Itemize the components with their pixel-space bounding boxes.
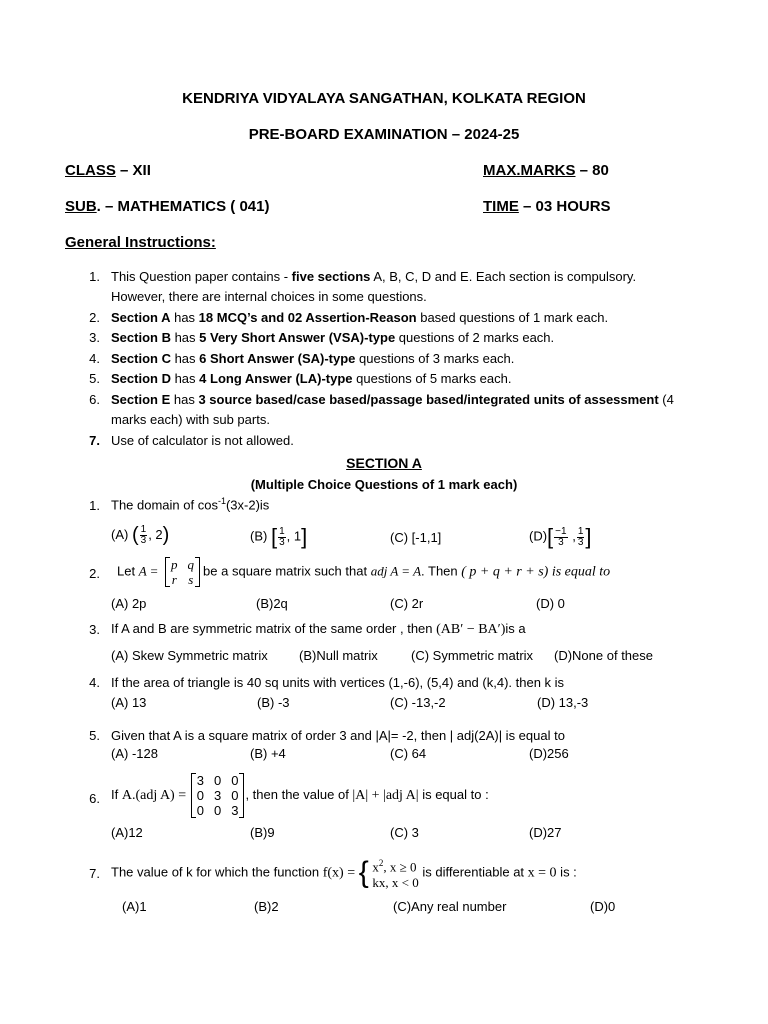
instruction-number: 6. [89, 392, 100, 407]
option-d[interactable]: (D)None of these [554, 648, 653, 663]
q2-post: . Then [421, 563, 462, 579]
option-c[interactable]: (C) [-1,1] [390, 530, 442, 545]
option-a[interactable]: (A)1 [122, 899, 147, 914]
time-label: TIME [483, 198, 519, 215]
question-6-text [111, 773, 489, 818]
option-a[interactable]: (A) -128 [111, 746, 158, 761]
instruction-text: 18 MCQ’s and 02 Assertion-Reason [198, 310, 417, 325]
section-title: SECTION A [346, 455, 422, 471]
option-b[interactable]: (B) +4 [250, 746, 286, 761]
instruction-text: questions of 5 marks each. [352, 371, 512, 386]
option-a[interactable]: (A) 2p [111, 596, 147, 611]
q1-text-b: (3x-2)is [225, 497, 270, 513]
q2-pre: Let [117, 563, 139, 579]
instruction-number: 1. [89, 269, 100, 284]
class-label: CLASS [65, 162, 116, 179]
option-d[interactable]: (D)256 [529, 746, 569, 761]
instruction-text: questions of 3 marks each. [355, 351, 515, 366]
option-d[interactable] [529, 524, 592, 550]
matrix-cell: 0 [213, 773, 222, 788]
q7-at: x = 0 [527, 865, 557, 881]
matrix-cell: 0 [196, 788, 204, 803]
matrix-cell: 0 [196, 803, 204, 818]
instruction-number: 2. [89, 310, 100, 325]
matrix-cell: 0 [231, 773, 239, 788]
bracket-close: ] [301, 524, 308, 549]
bracket-open: [ [270, 524, 278, 549]
subject-value: . – MATHEMATICS ( 041) [96, 198, 270, 215]
instruction-number: 4. [89, 351, 100, 366]
instruction-item [111, 310, 608, 325]
option-b[interactable]: (B)9 [250, 825, 275, 840]
max-marks-label: MAX.MARKS [483, 162, 576, 179]
time-value: – 03 HOURS [518, 198, 611, 215]
matrix-cell: 3 [213, 788, 222, 803]
option-c[interactable]: (C) 64 [390, 746, 427, 761]
option-a[interactable]: (A) Skew Symmetric matrix [111, 648, 268, 663]
q7-func: f(x) = [322, 865, 356, 881]
q1-text-a: The domain of cos [111, 497, 218, 513]
q6-post: , then the value of [245, 786, 353, 802]
question-number: 3. [89, 622, 100, 637]
fraction: $\frac{1}{3}$ [577, 525, 584, 548]
option-label: (D) [529, 528, 548, 544]
instruction-item-continued: However, there are internal choices in some questions. [111, 289, 427, 304]
option-d[interactable]: (D) 0 [536, 596, 565, 611]
q3-expr: (AB′ − BA′) [436, 622, 506, 637]
fraction: $\frac{1}{3}$ [140, 524, 147, 546]
q2-var: A = [138, 563, 159, 579]
q3-text: If A and B are symmetric matrix of the same order , then [111, 621, 437, 636]
case-1: x [372, 859, 379, 875]
option-d[interactable]: (D) 13,-3 [537, 695, 589, 710]
q2-tail: ( p + q + r + s) is equal to [461, 564, 611, 580]
instruction-text: has [170, 371, 200, 386]
instructions-title: General Instructions: [65, 234, 216, 251]
q1-sup: -1 [217, 496, 226, 506]
instruction-text: 4 Long Answer (LA)-type [199, 371, 353, 386]
instruction-text: 5 Very Short Answer (VSA)-type [199, 330, 396, 345]
organization-title: KENDRIYA VIDYALAYA SANGATHAN, KOLKATA REGION [182, 90, 586, 107]
instruction-text: Section C [111, 351, 171, 366]
instruction-item [111, 433, 294, 448]
bracket-close: ] [585, 524, 592, 549]
piecewise [359, 855, 419, 891]
question-4-text: If the area of triangle is 40 sq units with vertices (1,-6), (5,4) and (k,4). then k is [111, 675, 565, 690]
question-number: 2. [89, 566, 100, 581]
matrix-cell: r [171, 572, 177, 587]
option-d[interactable]: (D)0 [590, 899, 616, 914]
question-3-text [111, 621, 526, 638]
instruction-number: 3. [89, 330, 100, 345]
instruction-text: Section D [111, 371, 171, 386]
question-7-text [111, 855, 577, 891]
instruction-item [111, 269, 636, 284]
subject-line [65, 198, 269, 215]
option-value: , 2 [148, 526, 163, 542]
option-b[interactable]: (B) -3 [257, 695, 290, 710]
max-marks-value: – 80 [575, 162, 609, 179]
paren-close: ) [162, 524, 170, 546]
brace: { [358, 856, 369, 890]
q6-tail: is equal to : [418, 786, 489, 802]
option-c[interactable]: (C) Symmetric matrix [411, 648, 534, 663]
instruction-item [111, 371, 512, 386]
q2-eq: adj A = A [370, 563, 422, 579]
max-marks-line [483, 162, 609, 179]
question-2-text [117, 557, 610, 587]
option-a[interactable]: (A) 13 [111, 695, 147, 710]
instruction-text: This Question paper contains - [111, 269, 292, 284]
class-value: – XII [115, 162, 151, 179]
instruction-text: has [170, 351, 200, 366]
instruction-item [111, 351, 514, 366]
exam-title: PRE-BOARD EXAMINATION – 2024-25 [248, 126, 520, 143]
option-c[interactable]: (C) -13,-2 [390, 695, 446, 710]
instruction-text: Use of calculator is not allowed. [111, 433, 294, 448]
class-line [65, 162, 151, 179]
matrix-cell: 3 [231, 803, 239, 818]
matrix-cell: q [187, 557, 195, 572]
instruction-text: has [170, 392, 199, 407]
option-b[interactable]: (B)Null matrix [299, 648, 378, 663]
question-number: 7. [89, 866, 100, 881]
q7-text: The value of k for which the function [111, 864, 323, 880]
option-label: (B) [250, 528, 268, 544]
instruction-text: five sections [291, 269, 371, 284]
paren-open: ( [131, 524, 139, 546]
option-c[interactable]: (C)Any real number [393, 899, 507, 914]
instruction-item-continued: marks each) with sub parts. [111, 412, 270, 427]
instruction-text: Section A [111, 310, 171, 325]
time-line [483, 198, 611, 215]
question-number: 5. [89, 728, 100, 743]
question-5-text: Given that A is a square matrix of order 3 and |A|= -2, then | adj(2A)| is equal to [111, 728, 565, 743]
case-1-sup: 2 [378, 858, 384, 868]
option-a[interactable] [111, 524, 169, 547]
instruction-text: Section B [111, 330, 171, 345]
q7-post: is differentiable at [422, 864, 528, 880]
option-c[interactable]: (C) 2r [390, 596, 424, 611]
matrix-cell: p [171, 557, 178, 572]
question-1-text [111, 496, 269, 512]
question-number: 6. [89, 791, 100, 806]
instruction-text: based questions of 1 mark each. [416, 310, 609, 325]
option-label: (A) [111, 526, 129, 542]
option-b[interactable]: (B)2 [254, 899, 279, 914]
instruction-text: (4 [658, 392, 674, 407]
fraction: $\frac{1}{3}$ [279, 525, 285, 548]
option-b[interactable] [250, 524, 307, 550]
subject-label: SUB [65, 198, 97, 215]
fraction: $\frac{-1}{3}$ [555, 525, 567, 548]
q6-expr: A.(adj A) = [121, 787, 187, 803]
q7-tail: is : [556, 864, 577, 880]
option-d[interactable]: (D)27 [529, 825, 562, 840]
case-1b: , x ≥ 0 [383, 859, 417, 875]
matrix-cell: 0 [231, 788, 239, 803]
instruction-number: 5. [89, 371, 100, 386]
instruction-item [111, 392, 674, 407]
instruction-number: 7. [89, 433, 100, 448]
matrix [192, 773, 244, 818]
instruction-text: 6 Short Answer (SA)-type [199, 351, 356, 366]
question-number: 4. [89, 675, 100, 690]
matrix-cell: s [188, 572, 194, 587]
case-2: kx, x < 0 [372, 875, 419, 891]
q6-expr2: |A| + |adj A| [352, 787, 419, 803]
separator: , [568, 528, 576, 544]
option-c[interactable]: (C) 3 [390, 825, 419, 840]
q2-mid: be a square matrix such that [203, 563, 371, 579]
bracket-open: [ [547, 524, 554, 549]
matrix-cell: 0 [213, 803, 222, 818]
instruction-text: questions of 2 marks each. [395, 330, 555, 345]
option-value: , 1 [286, 528, 302, 544]
instruction-text: 3 source based/case based/passage based/integrated units of assessment [198, 392, 659, 407]
matrix-cell: 3 [196, 773, 204, 788]
instruction-text: has [170, 330, 200, 345]
instruction-item [111, 330, 554, 345]
option-a[interactable]: (A)12 [111, 825, 143, 840]
instruction-text: A, B, C, D and E. Each section is compulsory. [370, 269, 637, 284]
option-b[interactable]: (B)2q [256, 596, 288, 611]
matrix [166, 557, 199, 587]
instruction-text: has [170, 310, 199, 325]
instruction-text: Section E [111, 392, 171, 407]
q3-text2: is a [505, 621, 526, 636]
q6-pre: If [111, 786, 122, 802]
section-subtitle: (Multiple Choice Questions of 1 mark each) [250, 477, 518, 492]
question-number: 1. [89, 498, 100, 513]
